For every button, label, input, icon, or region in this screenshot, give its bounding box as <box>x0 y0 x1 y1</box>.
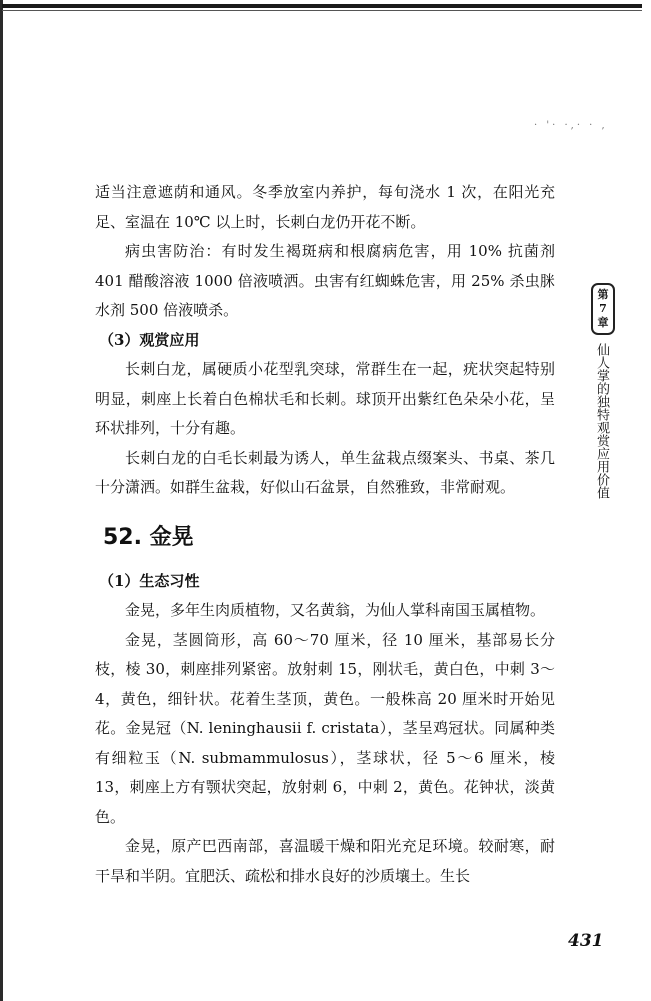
chapter-badge: 第7章 <box>591 283 615 335</box>
paragraph: 长刺白龙的白毛长刺最为诱人，单生盆栽点缀案头、书桌、茶几十分潇洒。如群生盆栽，好似山石盆景，自然雅致，非常耐观。 <box>95 448 555 496</box>
chapter-title: 仙人掌的独特观赏应用价值 <box>594 343 609 499</box>
paragraph: 金晃，多年生肉质植物，又名黄翁，为仙人掌科南国玉属植物。 <box>125 601 546 619</box>
scan-left-edge <box>0 0 3 1001</box>
subheading: （3）观赏应用 <box>99 330 200 349</box>
section-title: 52. 金晃 <box>103 524 194 550</box>
scan-specks: · '· ·,· · , <box>534 120 608 131</box>
paragraph: 病虫害防治：有时发生褐斑病和根腐病危害，用 10% 抗菌剂 401 醋酸溶液 1000 倍液喷洒。虫害有红蜘蛛危害，用 25% 杀虫脒水剂 500 倍液喷杀。 <box>95 242 555 319</box>
page-body <box>95 178 555 891</box>
top-rule <box>2 4 642 8</box>
paragraph: 金晃，原产巴西南部，喜温暖干燥和阳光充足环境。较耐寒，耐干旱和半阴。宜肥沃、疏松和排水良好的沙质壤土。生长 <box>95 837 555 885</box>
page-number: 431 <box>568 931 604 951</box>
subheading: （1）生态习性 <box>99 571 200 590</box>
top-rule-thin <box>2 10 642 11</box>
paragraph: 长刺白龙，属硬质小花型乳突球，常群生在一起，疣状突起特别明显，刺座上长着白色棉状毛和长刺。球顶开出紫红色朵朵小花，呈环状排列，十分有趣。 <box>95 360 555 437</box>
paragraph: 适当注意遮荫和通风。冬季放室内养护，每旬浇水 1 次，在阳光充足、室温在 10℃ 以上时，长刺白龙仍开花不断。 <box>95 183 555 231</box>
chapter-sidebar <box>591 283 613 499</box>
paragraph: 金晃，茎圆筒形，高 60～70 厘米，径 10 厘米，基部易长分枝，棱 30，刺座排列紧密。放射刺 15，刚状毛，黄白色，中刺 3～4，黄色，细针状。花着生茎顶，黄色。一般株高 20 厘米时开始见花。金晃冠（N. leninghausii f. cristata），茎呈鸡冠状。同属种类有细粒玉（N. submammulosus），茎球状，径 5～6 厘米，棱 13，刺座上方有颚状突起，放射刺 6，中刺 2，黄色。花钟状，淡黄色。 <box>95 630 555 826</box>
